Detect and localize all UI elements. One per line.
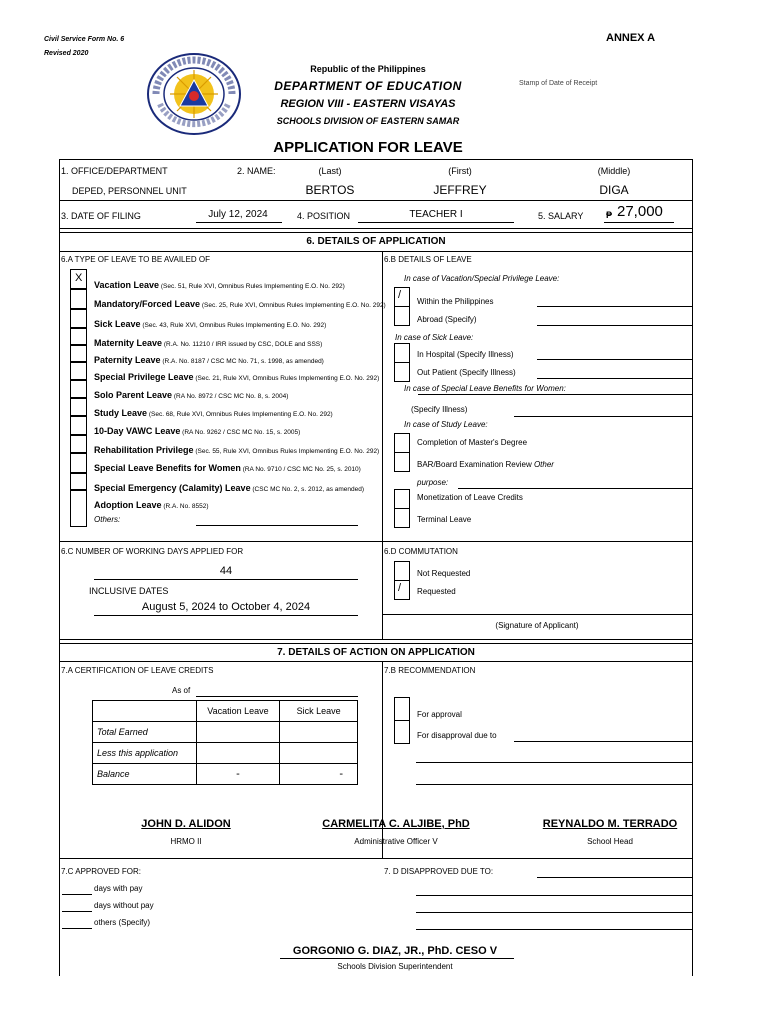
section-7b-title: 7.B RECOMMENDATION [384, 666, 476, 675]
middle-name-label: (Middle) [597, 166, 631, 176]
bar-review-label: BAR/Board Examination Review Other [417, 460, 554, 469]
leave-type-label: Sick Leave (Sec. 43, Rule XVI, Omnibus Rules Implementing E.O. No. 292) [94, 319, 327, 329]
salary-value[interactable]: 27,000 [617, 203, 663, 220]
form-title: APPLICATION FOR LEAVE [273, 139, 463, 156]
final-approver-name: GORGONIO G. DIAZ, JR., PhD. CESO V [292, 945, 498, 957]
signatory-3-name: REYNALDO M. TERRADO [542, 818, 678, 830]
final-approver-title: Schools Division Superintendent [337, 962, 453, 971]
signature-of-applicant-label: (Signature of Applicant) [495, 621, 579, 630]
name-label: 2. NAME: [237, 166, 276, 176]
department-label: DEPARTMENT OF EDUCATION [274, 79, 462, 93]
office-value[interactable]: DEPED, PERSONNEL UNIT [72, 186, 187, 196]
leave-type-label: Solo Parent Leave (RA No. 8972 / CSC MC No. 8, s. 2004) [94, 390, 289, 400]
within-philippines-label: Within the Philippines [417, 297, 494, 306]
leave-type-label: Study Leave (Sec. 68, Rule XVI, Omnibus Rules Implementing E.O. No. 292) [94, 408, 333, 418]
row-total-earned: Total Earned [93, 722, 197, 743]
days-without-pay-input[interactable] [62, 911, 92, 912]
bar-review-checkbox[interactable] [394, 452, 410, 472]
terminal-leave-label: Terminal Leave [417, 515, 472, 524]
leave-type-label: Maternity Leave (R.A. No. 11210 / IRR issued by CSC, DOLE and SSS) [94, 338, 323, 348]
leave-type-label: Special Privilege Leave (Sec. 21, Rule XVI, Omnibus Rules Implementing E.O. No. 292) [94, 372, 380, 382]
section-6b-title: 6.B DETAILS OF LEAVE [384, 255, 472, 264]
signatory-1-title: HRMO II [170, 837, 202, 846]
days-without-pay-label: days without pay [94, 901, 154, 910]
date-of-filing-value[interactable]: July 12, 2024 [208, 209, 268, 220]
middle-name-value[interactable]: DIGA [599, 183, 629, 197]
leave-credits-table [92, 700, 358, 785]
annex-label: ANNEX A [606, 32, 656, 44]
section-6c-title: 6.C NUMBER OF WORKING DAYS APPLIED FOR [61, 547, 244, 556]
office-label: 1. OFFICE/DEPARTMENT [61, 166, 168, 176]
row-less-application: Less this application [93, 743, 197, 764]
days-with-pay-label: days with pay [94, 884, 143, 893]
within-philippines-checkbox[interactable]: / [394, 287, 410, 307]
first-name-label: (First) [448, 166, 472, 176]
inclusive-dates-label: INCLUSIVE DATES [89, 586, 169, 596]
leave-type-label: Special Emergency (Calamity) Leave (CSC MC No. 2, s. 2012, as amended) [94, 483, 365, 493]
for-approval-label: For approval [417, 710, 462, 719]
working-days-value[interactable]: 44 [219, 565, 233, 577]
others-label: Others: [94, 515, 121, 524]
inclusive-dates-value[interactable]: August 5, 2024 to October 4, 2024 [141, 601, 311, 613]
not-requested-checkbox[interactable] [394, 561, 410, 581]
cell-sl-total[interactable] [280, 722, 358, 743]
leave-type-label: Special Leave Benefits for Women (RA No. 9710 / CSC MC No. 25, s. 2010) [94, 463, 361, 473]
vacation-heading: In case of Vacation/Special Privilege Leave: [404, 274, 560, 283]
cell-sl-less[interactable] [280, 743, 358, 764]
others-input[interactable] [196, 525, 358, 526]
peso-sign-icon: ₱ [606, 210, 613, 220]
last-name-label: (Last) [318, 166, 342, 176]
as-of-input[interactable] [196, 696, 358, 697]
form-number: Civil Service Form No. 6 [44, 36, 125, 43]
other-purpose-label: purpose: [417, 478, 449, 487]
for-approval-checkbox[interactable] [394, 697, 410, 721]
days-with-pay-input[interactable] [62, 894, 92, 895]
specify-illness-label: (Specify Illness) [411, 405, 468, 414]
cell-vl-balance[interactable]: - [196, 764, 280, 785]
section-7d-title: 7. D DISAPPROVED DUE TO: [384, 867, 494, 876]
out-patient-label: Out Patient (Specify Illness) [417, 368, 516, 377]
out-patient-checkbox[interactable] [394, 362, 410, 382]
leave-type-label: Paternity Leave (R.A. No. 8187 / CSC MC No. 71, s. 1998, as amended) [94, 355, 324, 365]
position-label: 4. POSITION [297, 211, 351, 221]
form-revision: Revised 2020 [44, 50, 89, 57]
signatory-3-title: School Head [587, 837, 633, 846]
division-seal-logo [146, 52, 242, 136]
leave-type-label: Adoption Leave (R.A. No. 8552) [94, 500, 209, 510]
position-value[interactable]: TEACHER I [409, 209, 463, 220]
republic-label: Republic of the Philippines [310, 64, 426, 74]
leave-type-label: Vacation Leave (Sec. 51, Rule XVI, Omnibus Rules Implementing E.O. No. 292) [94, 280, 345, 290]
sick-heading: In case of Sick Leave: [395, 333, 474, 342]
signatory-2-name: CARMELITA C. ALJIBE, PhD [322, 818, 470, 830]
section-6d-title: 6.D COMMUTATION [384, 547, 458, 556]
col-vacation-leave: Vacation Leave [196, 701, 280, 722]
study-heading: In case of Study Leave: [404, 420, 488, 429]
others-specify-label: others (Specify) [94, 918, 151, 927]
leave-type-label: Rehabilitation Privilege (Sec. 55, Rule XVI, Omnibus Rules Implementing E.O. No. 292) [94, 445, 380, 455]
signatory-2-title: Administrative Officer V [354, 837, 438, 846]
for-disapproval-checkbox[interactable] [394, 720, 410, 744]
in-hospital-label: In Hospital (Specify Illness) [417, 350, 514, 359]
not-requested-label: Not Requested [417, 569, 471, 578]
stamp-label: Stamp of Date of Receipt [519, 80, 598, 87]
leave-type-label: 10-Day VAWC Leave (RA No. 9262 / CSC MC No. 15, s. 2005) [94, 426, 301, 436]
masters-label: Completion of Master's Degree [417, 438, 528, 447]
salary-label: 5. SALARY [538, 211, 584, 221]
col-sick-leave: Sick Leave [280, 701, 358, 722]
section-7c-title: 7.C APPROVED FOR: [61, 867, 142, 876]
abroad-checkbox[interactable] [394, 306, 410, 326]
signatory-1-name: JOHN D. ALIDON [141, 818, 231, 830]
date-of-filing-label: 3. DATE OF FILING [61, 211, 141, 221]
division-label: SCHOOLS DIVISION OF EASTERN SAMAR [276, 116, 460, 126]
cell-sl-balance[interactable]: - [280, 764, 358, 785]
row-balance: Balance [93, 764, 197, 785]
cell-vl-less[interactable] [196, 743, 280, 764]
cell-vl-total[interactable] [196, 722, 280, 743]
first-name-value[interactable]: JEFFREY [433, 183, 487, 197]
monetization-label: Monetization of Leave Credits [417, 493, 523, 502]
masters-checkbox[interactable] [394, 433, 410, 453]
requested-checkbox[interactable]: / [394, 580, 410, 600]
abroad-label: Abroad (Specify) [417, 315, 477, 324]
for-disapproval-label: For disapproval due to [417, 731, 497, 740]
terminal-leave-checkbox[interactable] [394, 508, 410, 528]
monetization-checkbox[interactable] [394, 489, 410, 509]
others-specify-input[interactable] [62, 928, 92, 929]
leave-type-checkbox[interactable]: X [75, 272, 83, 284]
region-label: REGION VIII - EASTERN VISAYAS [280, 98, 456, 110]
requested-label: Requested [417, 587, 456, 596]
women-heading: In case of Special Leave Benefits for Women: [404, 384, 566, 393]
as-of-label: As of [172, 686, 191, 695]
section-6-title: 6. DETAILS OF APPLICATION [306, 236, 446, 247]
section-7a-title: 7.A CERTIFICATION OF LEAVE CREDITS [61, 666, 214, 675]
section-6a-title: 6.A TYPE OF LEAVE TO BE AVAILED OF [61, 255, 210, 264]
leave-type-label: Mandatory/Forced Leave (Sec. 25, Rule XVI, Omnibus Rules Implementing E.O. No. 292) [94, 299, 386, 309]
last-name-value[interactable]: BERTOS [305, 183, 355, 197]
in-hospital-checkbox[interactable] [394, 343, 410, 363]
section-7-title: 7. DETAILS OF ACTION ON APPLICATION [277, 647, 475, 658]
